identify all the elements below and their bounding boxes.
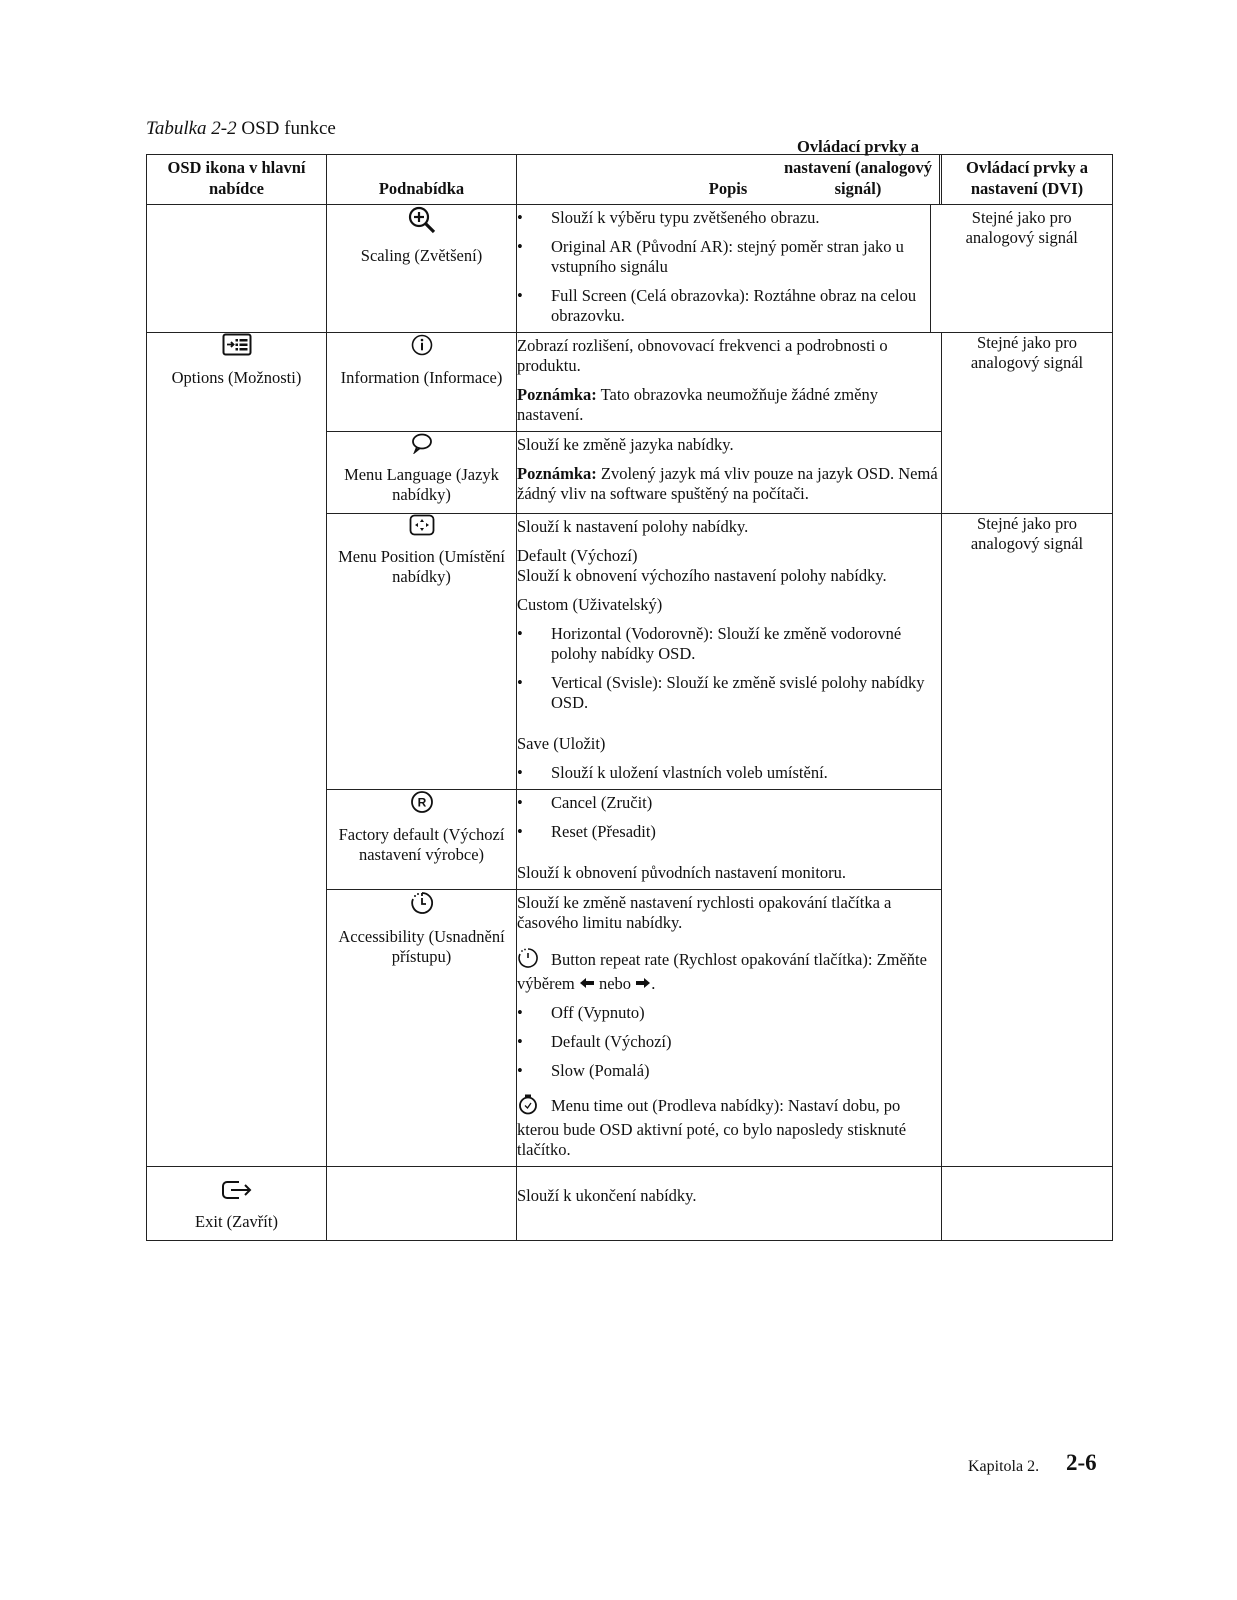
information-label: Information (Informace) [340,368,503,387]
accessibility-bullet-slow: • Slow (Pomalá) [517,1058,941,1087]
cell-position [327,514,517,790]
caption-text: OSD funkce [241,118,336,139]
position-label: Menu Position (Umístění nabídky) [338,547,505,586]
zoom-in-icon [407,205,437,240]
table-row-exit [147,1167,1113,1241]
header-dvi: Ovládací prvky a nastavení (DVI) [942,155,1113,205]
position-default-title: Default (Výchozí) [517,546,638,565]
accessibility-label: Accessibility (Usnadnění přístupu) [338,927,505,966]
scaling-dvi: Stejné jako pro analogový signál [930,205,1112,332]
language-note [517,461,941,510]
speech-bubble-icon [410,432,434,459]
cell-language [327,432,517,514]
exit-text: Slouží k ukončení nabídky. [517,1186,697,1205]
reset-icon [410,790,434,819]
factory-bullet-cancel: • Cancel (Zručit) [517,790,941,819]
table-caption [146,118,336,140]
position-text-1: Slouží k nastavení polohy nabídky. [517,517,749,536]
table-header-row [147,155,1113,205]
position-dvi: Stejné jako pro analogový signál [942,514,1113,1167]
scaling-bullet-2: • Original AR (Původní AR): stejný poměr stran jako u vstupního signálu [517,234,922,283]
cell-scaling [327,205,517,333]
accessibility-or-text: nebo [598,974,632,993]
accessibility-timeout [517,1087,941,1166]
cell-position-desc [517,514,942,790]
header-analog [783,137,942,205]
accessibility-repeat-text: Button repeat rate (Rychlost opakování tlačítka): Změňte výběrem [517,950,927,993]
cell-exit-desc [517,1167,942,1241]
position-bullet-vertical: • Vertical (Svisle): Slouží ke změně svislé polohy nabídky OSD. [517,670,941,719]
menu-position-icon [409,514,435,541]
scaling-label: Scaling (Zvětšení) [360,246,483,265]
cell-exit [147,1167,327,1241]
scaling-bullet-1: • Slouží k výběru typu zvětšeného obrazu. [517,205,922,234]
info-icon [410,333,434,362]
header-analog-text: Ovládací prvky a nastavení (analogový signál) [783,137,933,198]
left-arrow-icon [579,974,595,993]
accessibility-repeat: Button repeat rate (Rychlost opakování tlačítka): Změňte výběrem nebo . [517,939,941,1000]
position-custom: Custom (Uživatelský) [517,595,663,614]
osd-functions-table [146,137,1113,1241]
exit-label: Exit (Zavřít) [195,1212,278,1231]
information-note [517,382,941,431]
scaling-bullet-3: • Full Screen (Celá obrazovka): Roztáhne obraz na celou obrazovku. [517,283,922,332]
cell-scaling-desc [517,205,1113,333]
cell-options [147,333,327,1167]
cell-empty-main [147,205,327,333]
accessibility-bullet-default: • Default (Výchozí) [517,1029,941,1058]
page-number: 2-6 [1066,1450,1097,1475]
options-icon [222,333,252,362]
header-osd-icon: OSD ikona v hlavní nabídce [147,155,327,205]
accessibility-timer-icon [409,890,435,921]
position-default-text: Slouží k obnovení výchozího nastavení polohy nabídky. [517,566,887,585]
information-note-label: Poznámka: [517,385,597,404]
language-text: Slouží ke změně jazyka nabídky. [517,435,734,454]
language-note-label: Poznámka: [517,464,597,483]
header-description: Popis [517,155,940,205]
position-bullet-save: • Slouží k uložení vlastních voleb umístění. [517,760,941,789]
accessibility-text: Slouží ke změně nastavení rychlosti opakování tlačítka a časového limitu nabídky. [517,893,892,932]
cell-exit-submenu [327,1167,517,1241]
accessibility-bullet-off: • Off (Vypnuto) [517,1000,941,1029]
svg-text:R: R [417,795,426,810]
right-arrow-icon [635,974,651,993]
information-text: Zobrazí rozlišení, obnovovací frekvenci a podrobnosti o produktu. [517,336,888,375]
exit-icon [221,1179,253,1206]
position-default [517,543,941,592]
table-row-information [147,333,1113,432]
cell-information-desc [517,333,942,432]
factory-bullet-reset: • Reset (Přesadit) [517,819,941,848]
accessibility-timeout-text: Menu time out (Prodleva nabídky): Nastaví dobu, po kterou bude OSD aktivní poté, co bylo naposledy stisknuté tlačítko. [517,1096,907,1159]
language-note-text: Zvolený jazyk má vliv pouze na jazyk OSD. Nemá žádný vliv na software spuštěný na počítači. [517,464,938,503]
cell-factory [327,790,517,890]
cell-language-desc [517,432,942,514]
table-row-scaling [147,205,1113,333]
menu-timeout-icon [517,1093,539,1120]
factory-text: Slouží k obnovení původních nastavení monitoru. [517,863,847,882]
footer-chapter: Kapitola 2. [968,1458,1040,1475]
language-label: Menu Language (Jazyk nabídky) [344,465,499,504]
caption-number: Tabulka 2-2 [146,118,237,139]
factory-label: Factory default (Výchozí nastavení výrobce) [338,825,505,864]
header-submenu: Podnabídka [327,155,517,205]
position-save: Save (Uložit) [517,734,606,753]
cell-accessibility-desc [517,890,942,1167]
information-dvi: Stejné jako pro analogový signál [942,333,1113,514]
cell-exit-dvi [942,1167,1113,1241]
information-note-text: Tato obrazovka neumožňuje žádné změny nastavení. [517,385,878,424]
options-label: Options (Možnosti) [171,368,302,387]
position-bullet-horizontal: • Horizontal (Vodorovně): Slouží ke změně vodorovné polohy nabídky OSD. [517,621,941,670]
cell-information [327,333,517,432]
cell-factory-desc [517,790,942,890]
button-repeat-icon [517,947,539,974]
cell-accessibility [327,890,517,1167]
